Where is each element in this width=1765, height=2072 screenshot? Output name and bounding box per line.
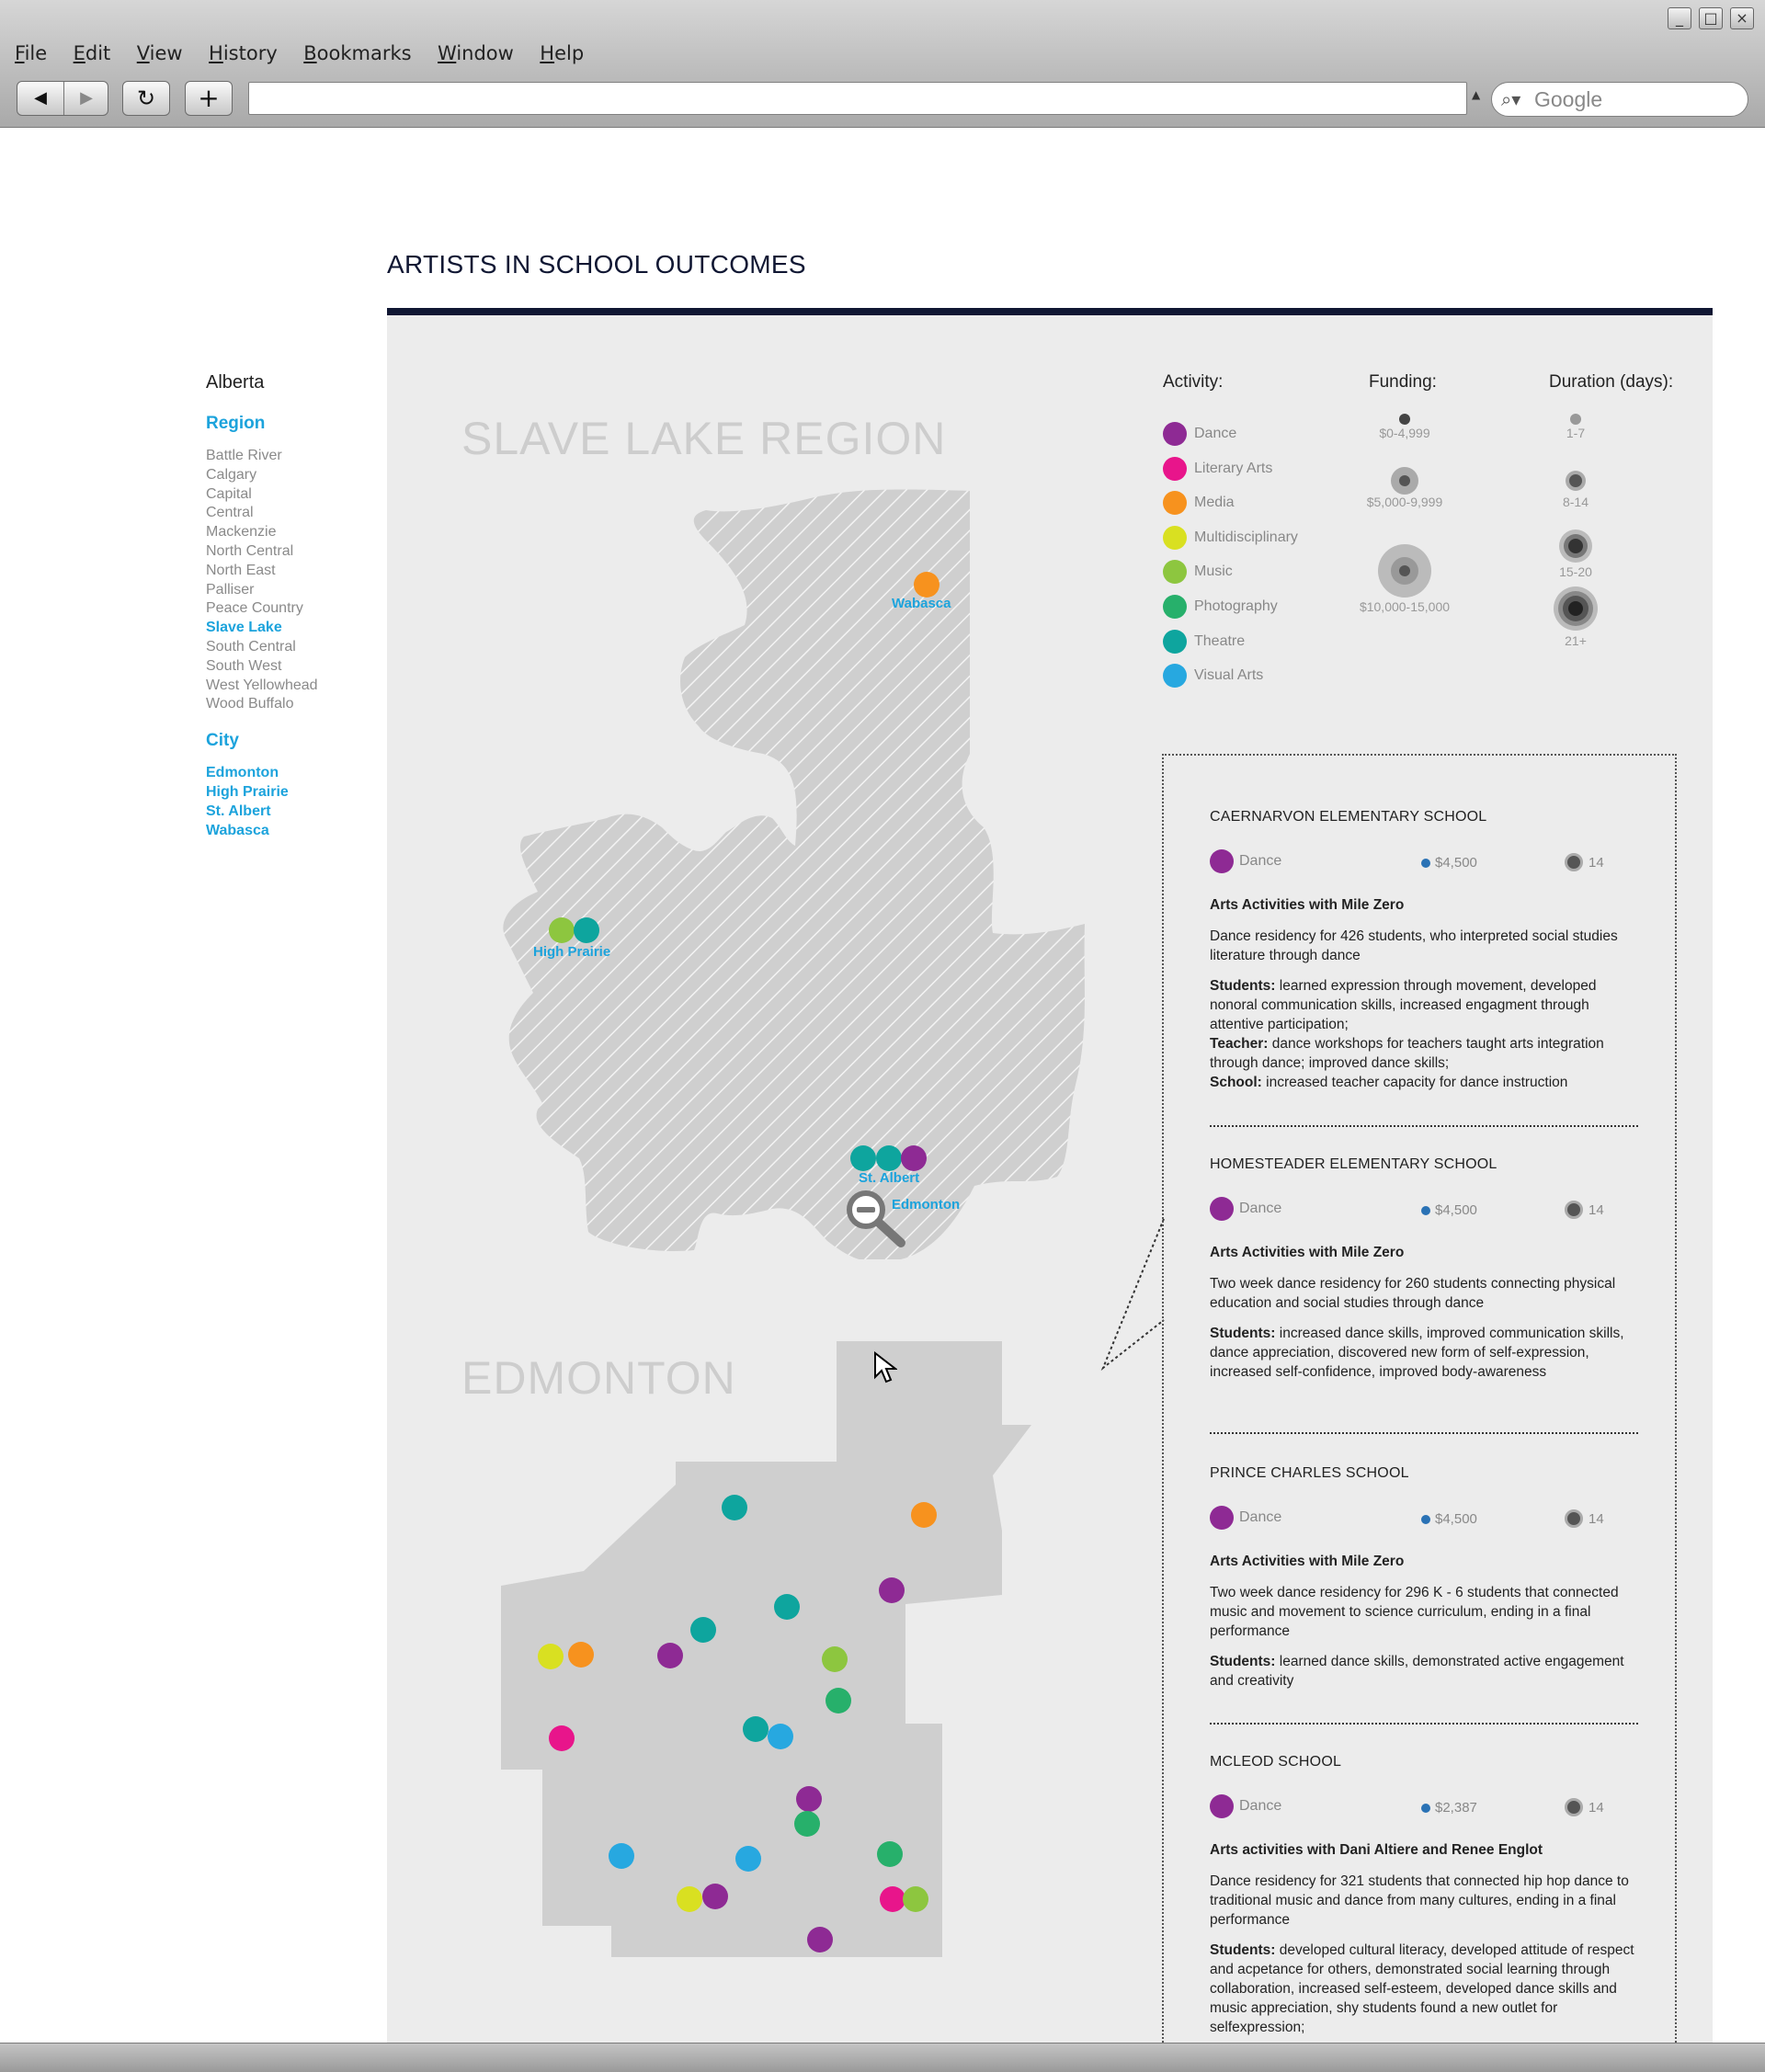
city-pin-music-8[interactable] [822, 1646, 848, 1672]
city-pin-visual-arts-16[interactable] [735, 1846, 761, 1872]
duration-1-icon [1570, 414, 1581, 425]
duration-label-2: 8-14 [1562, 495, 1589, 509]
region-item-calgary[interactable]: Calgary [206, 466, 257, 483]
duration-dot-icon [1565, 853, 1583, 871]
maximize-icon[interactable]: □ [1699, 7, 1723, 29]
region-pin-music-1[interactable] [549, 917, 575, 943]
legend-item-multidisciplinary[interactable] [1163, 525, 1298, 551]
school-entry-homesteader-elementary-school[interactable] [1210, 1156, 1642, 1382]
school-outcomes [1210, 1941, 1642, 2037]
region-map-title: SLAVE LAKE REGION [461, 413, 947, 464]
city-pin-dance-19[interactable] [702, 1884, 728, 1909]
province-link[interactable]: Alberta [206, 372, 265, 393]
school-duration [1565, 853, 1604, 871]
region-item-peace-country[interactable]: Peace Country [206, 600, 303, 617]
outcome-label: School: [1210, 1075, 1262, 1090]
duration-value: 14 [1588, 1201, 1604, 1218]
school-duration [1565, 1798, 1604, 1816]
funding-label-2: $5,000-9,999 [1366, 495, 1443, 509]
region-item-slave-lake[interactable]: Slave Lake [206, 620, 282, 636]
school-description: Dance residency for 426 students, who interpreted social studies literature through dance [1210, 928, 1618, 963]
legend-funding-heading: Funding: [1369, 372, 1437, 392]
duration-dot-icon [1565, 1201, 1583, 1219]
city-pin-media-1[interactable] [911, 1502, 937, 1528]
legend-item-music[interactable] [1163, 559, 1233, 585]
menu-bookmarks[interactable]: Bookmarks [303, 42, 412, 64]
town-label-st-albert[interactable]: St. Albert [859, 1170, 920, 1186]
callout-pointer [1094, 1213, 1167, 1379]
school-funding [1421, 1800, 1477, 1816]
legend-dot-dance [1163, 422, 1187, 446]
outcome-line [1210, 1073, 1642, 1092]
activity-dot [1210, 1197, 1234, 1221]
menu-help[interactable]: Help [540, 42, 585, 64]
city-pin-theatre-3[interactable] [774, 1594, 800, 1620]
school-activity [1210, 1197, 1281, 1221]
school-activity [1210, 849, 1281, 873]
address-dropdown-icon[interactable]: ▲ [1472, 88, 1481, 101]
funding-value: $4,500 [1435, 1511, 1477, 1527]
city-item-high-prairie[interactable]: High Prairie [206, 783, 289, 800]
city-map-title: EDMONTON [461, 1352, 736, 1404]
region-item-palliser[interactable]: Palliser [206, 581, 255, 598]
city-pin-visual-arts-12[interactable] [768, 1724, 793, 1749]
school-funding [1421, 1202, 1477, 1218]
minimize-icon[interactable]: _ [1668, 7, 1691, 29]
town-label-high-prairie[interactable]: High Prairie [533, 944, 611, 960]
region-map[interactable] [460, 478, 1103, 1259]
school-details-panel[interactable] [1162, 754, 1677, 2050]
outcome-line [1210, 1324, 1642, 1382]
school-description: Two week dance residency for 260 students connecting physical education and social studies through dance [1210, 1276, 1616, 1311]
new-tab-icon[interactable]: + [185, 81, 233, 116]
city-heading: City [206, 731, 239, 751]
legend-duration-heading: Duration (days): [1549, 372, 1674, 392]
region-item-mackenzie[interactable]: Mackenzie [206, 524, 277, 541]
outcome-label: Students: [1210, 1654, 1276, 1669]
legend-label: Theatre [1194, 632, 1246, 649]
address-bar[interactable] [248, 82, 1467, 115]
school-description: Two week dance residency for 296 K - 6 students that connected music and movement to science curriculum, ending in a final performance [1210, 1585, 1619, 1639]
region-item-central[interactable]: Central [206, 505, 254, 521]
search-box [1491, 82, 1748, 117]
school-outcomes [1210, 1652, 1642, 1691]
legend-dot-music [1163, 560, 1187, 584]
funding-label-3: $10,000-15,000 [1359, 599, 1451, 614]
legend-item-literary-arts[interactable] [1163, 456, 1272, 482]
region-item-west-yellowhead[interactable]: West Yellowhead [206, 677, 318, 693]
region-pin-media-0[interactable] [914, 572, 939, 598]
reload-icon[interactable]: ↻ [122, 81, 170, 116]
town-label-edmonton[interactable]: Edmonton [892, 1197, 961, 1212]
school-duration [1565, 1509, 1604, 1528]
school-activity [1210, 1794, 1281, 1818]
school-funding [1421, 855, 1477, 871]
school-meta [1210, 1197, 1642, 1224]
legend-item-photography[interactable] [1163, 594, 1278, 620]
region-pin-theatre-2[interactable] [574, 917, 599, 943]
city-pin-dance-13[interactable] [796, 1786, 822, 1812]
school-subtitle: Arts Activities with Mile Zero [1210, 1245, 1405, 1260]
region-pin-theatre-3[interactable] [850, 1145, 876, 1171]
outcome-line [1210, 976, 1642, 1034]
city-pin-multidisciplinary-18[interactable] [677, 1886, 702, 1912]
city-pin-photography-14[interactable] [794, 1811, 820, 1837]
legend-dot-media [1163, 491, 1187, 515]
school-description: Dance residency for 321 students that connected hip hop dance to traditional music and dance from many cultures, ending in a final performance [1210, 1873, 1629, 1928]
outcome-text: increased teacher capacity for dance instruction [1261, 1075, 1568, 1090]
city-pin-photography-9[interactable] [826, 1688, 851, 1713]
legend-item-theatre[interactable] [1163, 629, 1245, 655]
legend-dot-visual-arts [1163, 664, 1187, 688]
city-pin-multidisciplinary-5[interactable] [538, 1644, 564, 1669]
menu-bar [15, 42, 606, 70]
legend-activity-heading: Activity: [1163, 372, 1224, 392]
outcome-text: learned expression through movement, developed nonoral communication skills, increased engagment through attentive participation; [1210, 978, 1597, 1032]
duration-value: 14 [1588, 1799, 1604, 1816]
search-input[interactable] [1534, 86, 1737, 112]
school-funding [1421, 1511, 1477, 1527]
duration-dot-icon [1565, 1509, 1583, 1528]
outcome-text: developed cultural literacy, developed attitude of respect and acpetance for others, demonstrated social learning through collaboration, increased self-esteem, developed dance skills and music appreciation, shy students found a new outlet for selfexpression; [1210, 1942, 1634, 2035]
school-entry-caernarvon-elementary-school[interactable] [1210, 809, 1642, 1092]
region-item-capital[interactable]: Capital [206, 485, 252, 502]
menu-history[interactable]: History [209, 42, 278, 64]
outcome-label: Students: [1210, 978, 1276, 994]
back-forward-group [17, 81, 108, 116]
outcome-line [1210, 1034, 1642, 1073]
close-icon[interactable]: × [1730, 7, 1754, 29]
city-pin-theatre-0[interactable] [722, 1495, 747, 1520]
menu-view[interactable]: View [136, 42, 183, 64]
funding-dot-icon [1421, 1515, 1430, 1524]
activity-label: Dance [1239, 1509, 1282, 1525]
activity-dot [1210, 1506, 1234, 1530]
funding-dot-icon [1421, 1206, 1430, 1215]
school-entry-mcleod-school[interactable] [1210, 1754, 1642, 2037]
forward-icon[interactable]: ▶ [80, 88, 93, 108]
region-item-south-west[interactable]: South West [206, 657, 282, 674]
city-pin-theatre-11[interactable] [743, 1716, 769, 1742]
legend-label: Media [1194, 495, 1235, 511]
region-item-wood-buffalo[interactable]: Wood Buffalo [206, 696, 294, 712]
legend-dot-photography [1163, 595, 1187, 619]
outcome-line [1210, 1652, 1642, 1691]
region-item-north-central[interactable]: North Central [206, 542, 294, 559]
activity-label: Dance [1239, 1798, 1282, 1814]
school-subtitle: Arts Activities with Mile Zero [1210, 1554, 1405, 1569]
school-subtitle: Arts activities with Dani Altiere and Renee Englot [1210, 1842, 1543, 1858]
page-title: ARTISTS IN SCHOOL OUTCOMES [387, 250, 806, 279]
outcome-text: dance workshops for teachers taught arts integration through dance; improved dance skills; [1210, 1036, 1604, 1071]
duration-dot-icon [1565, 1798, 1583, 1816]
activity-dot [1210, 849, 1234, 873]
region-list [206, 447, 390, 714]
zoom-out-icon[interactable] [844, 1188, 910, 1252]
funding-small-icon [1399, 414, 1410, 425]
outcome-label: Students: [1210, 1942, 1276, 1958]
duration-label-3: 15-20 [1559, 564, 1592, 579]
school-divider [1210, 1125, 1638, 1127]
region-pin-theatre-4[interactable] [876, 1145, 902, 1171]
funding-label-1: $0-4,999 [1379, 426, 1430, 440]
city-pin-literary-arts-10[interactable] [549, 1725, 575, 1751]
school-meta [1210, 849, 1642, 877]
legend-label: Photography [1194, 598, 1278, 614]
school-name: MCLEOD SCHOOL [1210, 1754, 1342, 1770]
mouse-cursor-icon [873, 1351, 897, 1384]
menu-edit[interactable]: Edit [73, 42, 111, 64]
legend-label: Music [1194, 564, 1233, 580]
outcome-label: Students: [1210, 1326, 1276, 1341]
school-subtitle: Arts Activities with Mile Zero [1210, 897, 1405, 913]
city-item-wabasca[interactable]: Wabasca [206, 822, 269, 838]
search-icon[interactable]: ⌕▾ [1501, 88, 1521, 110]
duration-label-1: 1-7 [1566, 426, 1586, 440]
city-pin-photography-17[interactable] [877, 1841, 903, 1867]
activity-label: Dance [1239, 853, 1282, 869]
back-icon[interactable]: ◀ [17, 82, 64, 115]
school-duration [1565, 1201, 1604, 1219]
outcome-label: Teacher: [1210, 1036, 1269, 1052]
city-pin-music-21[interactable] [903, 1886, 928, 1912]
region-item-north-east[interactable]: North East [206, 562, 276, 578]
status-bar [0, 2043, 1765, 2072]
browser-chrome [0, 0, 1765, 128]
duration-value: 14 [1588, 1510, 1604, 1527]
school-activity [1210, 1506, 1281, 1530]
legend-dot-theatre [1163, 630, 1187, 654]
funding-dot-icon [1421, 859, 1430, 868]
city-pin-dance-22[interactable] [807, 1927, 833, 1952]
legend-item-visual-arts[interactable] [1163, 663, 1263, 689]
funding-value: $4,500 [1435, 1202, 1477, 1218]
legend-label: Visual Arts [1194, 667, 1264, 684]
menu-window[interactable]: Window [438, 42, 514, 64]
legend-label: Dance [1194, 426, 1237, 441]
school-name: HOMESTEADER ELEMENTARY SCHOOL [1210, 1156, 1497, 1172]
region-item-south-central[interactable]: South Central [206, 638, 296, 655]
school-outcomes [1210, 1324, 1642, 1382]
city-pin-dance-7[interactable] [657, 1643, 683, 1668]
region-pin-dance-5[interactable] [901, 1145, 927, 1171]
activity-dot [1210, 1794, 1234, 1818]
school-divider [1210, 1723, 1638, 1725]
region-heading: Region [206, 414, 266, 433]
school-name: PRINCE CHARLES SCHOOL [1210, 1465, 1409, 1481]
school-outcomes [1210, 976, 1642, 1092]
school-meta [1210, 1794, 1642, 1822]
city-item-edmonton[interactable]: Edmonton [206, 765, 279, 781]
school-entry-prince-charles-school[interactable] [1210, 1465, 1642, 1691]
region-item-battle-river[interactable]: Battle River [206, 448, 282, 463]
funding-value: $4,500 [1435, 855, 1477, 871]
legend-label: Multidisciplinary [1194, 529, 1298, 545]
outcome-line [1210, 1941, 1642, 2037]
legend-dot-literary-arts [1163, 457, 1187, 481]
city-pin-visual-arts-15[interactable] [609, 1843, 634, 1869]
duration-label-4: 21+ [1565, 633, 1587, 648]
school-name: CAERNARVON ELEMENTARY SCHOOL [1210, 809, 1487, 825]
city-pin-media-6[interactable] [568, 1642, 594, 1668]
legend-item-media[interactable] [1163, 490, 1235, 516]
outcome-text: learned dance skills, demonstrated active engagement and creativity [1210, 1654, 1624, 1689]
duration-value: 14 [1588, 854, 1604, 871]
menu-file[interactable]: File [15, 42, 48, 64]
title-rule [387, 308, 1713, 315]
city-pin-dance-2[interactable] [879, 1577, 905, 1603]
city-item-st-albert[interactable]: St. Albert [206, 803, 271, 819]
city-pin-theatre-4[interactable] [690, 1617, 716, 1643]
school-meta [1210, 1506, 1642, 1533]
activity-label: Dance [1239, 1201, 1282, 1216]
legend-dot-multidisciplinary [1163, 526, 1187, 550]
legend-item-dance[interactable] [1163, 421, 1236, 447]
outcome-text: increased dance skills, improved communication skills, dance appreciation, discovered new form of self-expression, increased self-confidence, improved body-awareness [1210, 1326, 1624, 1380]
slave-lake-region-shape [503, 490, 1085, 1259]
legend-label: Literary Arts [1194, 460, 1273, 476]
sidebar [206, 372, 390, 857]
funding-value: $2,387 [1435, 1800, 1477, 1816]
town-label-wabasca[interactable]: Wabasca [892, 596, 951, 611]
school-divider [1210, 1432, 1638, 1434]
funding-dot-icon [1421, 1804, 1430, 1813]
city-pin-literary-arts-20[interactable] [880, 1886, 905, 1912]
city-list [206, 764, 390, 840]
